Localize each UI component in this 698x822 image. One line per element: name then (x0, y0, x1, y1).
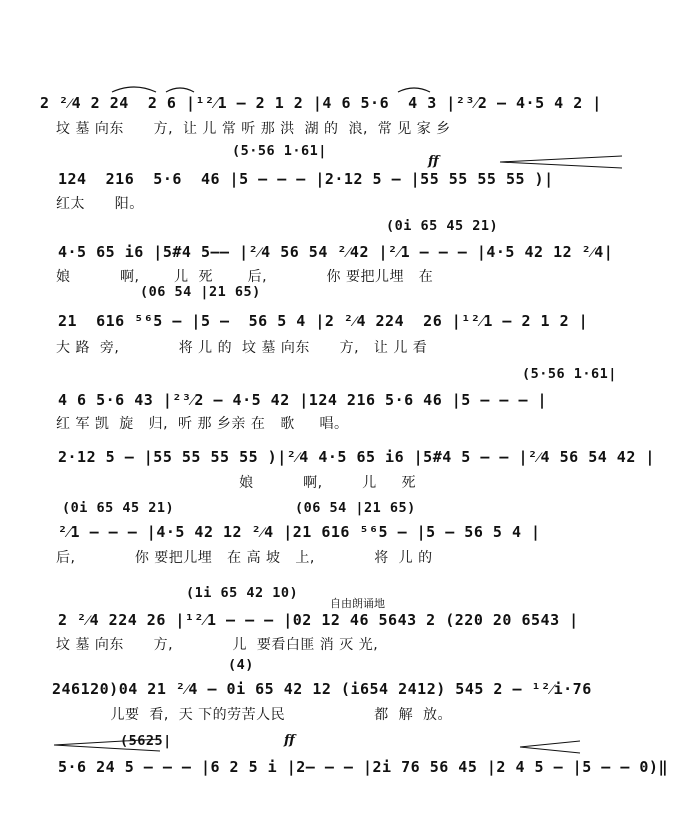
lyrics-line-7: 后, 你 要把儿埋 在 高 坡 上, 将 儿 的 (56, 550, 433, 566)
intro-notation-10: (5625| (120, 733, 172, 749)
intro-notation-8: (1i 65 42 10) (186, 585, 299, 601)
crescendo-hairpin-2 (0, 152, 698, 172)
lyrics-line-9: 儿要 看, 天 下的劳苦人民 都 解 放。 (56, 707, 453, 723)
notation-line-5: 4 6 5·6 43 |²³⁄2 – 4·5 42 |124 216 5·6 46 |5 – – – | (58, 391, 548, 409)
dynamic-mark-10: ff (284, 733, 295, 748)
notation-line-4: 21 616 ⁵⁶5 – |5 – 56 5 4 |2 ²⁄4 224 26 |¹²⁄1 – 2 1 2 | (58, 312, 589, 330)
lyrics-line-4: 大 路 旁, 将 儿 的 坟 墓 向东 方, 让 儿 看 (56, 340, 428, 356)
tempo-marking-8: 自由朗诵地 (330, 597, 385, 610)
notation-line-3: 4·5 65 i6 |5#4 5–– |²⁄4 56 54 ²⁄42 |²⁄1 – – – |4·5 42 12 ²⁄4| (58, 243, 614, 261)
decrescendo-hairpin-10 (0, 737, 698, 757)
intro-notation-7: (0i 65 45 21) (06 54 |21 65) (62, 500, 416, 516)
notation-line-8: 2 ²⁄4 224 26 |¹²⁄1 – – – |02 12 46 5643 2 (220 20 6543 | (58, 611, 579, 629)
slur-arcs-1 (0, 82, 698, 112)
notation-line-9: 246120)04 21 ²⁄4 – 0i 65 42 12 (i654 2412) 545 2 – ¹²⁄i·76 (52, 680, 592, 698)
notation-line-10: 5·6 24 5 – – – |6 2 5 i |2– – – |2i 76 56 45 |2 4 5 – |5 – – 0)‖ (58, 758, 668, 776)
lyrics-line-5: 红 军 凯 旋 归, 听 那 乡亲 在 歌 唱。 (56, 416, 349, 432)
notation-line-2: 124 216 5·6 46 |5 – – – |2·12 5 – |55 55 55 55 )| (58, 170, 554, 188)
lyrics-line-1: 坟 墓 向东 方, 让 儿 常 听 那 洪 湖 的 浪, 常 见 家 乡 (56, 121, 451, 137)
intro-notation-2: (5·56 1·61| (232, 143, 327, 159)
lyrics-line-2: 红太 阳。 (56, 196, 144, 212)
notation-line-7: ²⁄1 – – – |4·5 42 12 ²⁄4 |21 616 ⁵⁶5 – |5 – 56 5 4 | (58, 523, 541, 541)
notation-line-1: 2 ²⁄4 2 24 2 6 |¹²⁄1 – 2 1 2 |4 6 5·6 4 3 |²³⁄2 – 4·5 4 2 | (40, 94, 602, 112)
intro-notation-4: (06 54 |21 65) (140, 284, 261, 300)
intro-notation-9: (4) (228, 657, 254, 673)
lyrics-line-6: 娘 啊, 儿 死 (56, 475, 416, 491)
intro-notation-5: (5·56 1·61| (522, 366, 617, 382)
intro-notation-3: (0i 65 45 21) (386, 218, 499, 234)
lyrics-line-3: 娘 啊, 儿 死 后, 你 要把儿埋 在 (56, 269, 434, 285)
notation-line-6: 2·12 5 – |55 55 55 55 )|²⁄4 4·5 65 i6 |5#4 5 – – |²⁄4 56 54 42 | (58, 448, 655, 466)
lyrics-line-8: 坟 墓 向东 方, 儿 要看白匪 消 灭 光, (56, 637, 379, 653)
dynamic-mark-2: ff (428, 154, 439, 169)
